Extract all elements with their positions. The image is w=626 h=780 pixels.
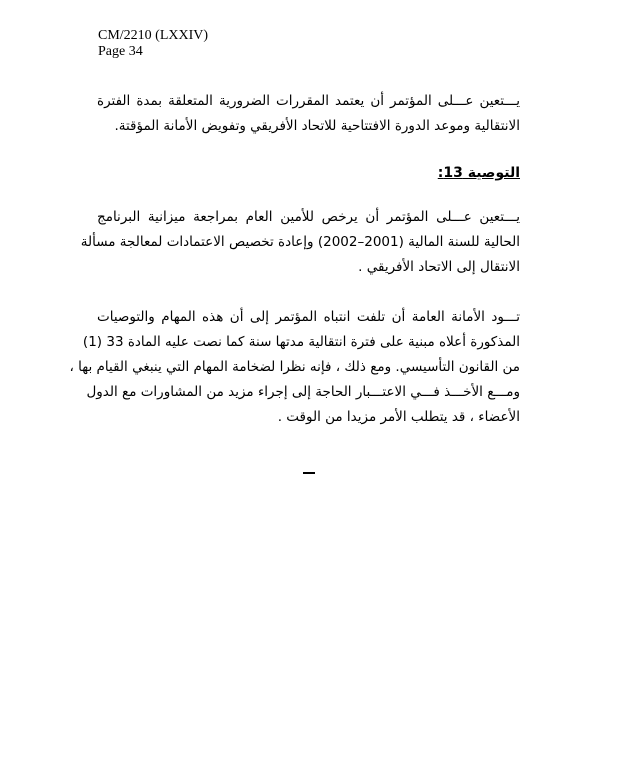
- paragraph-3-line: المذكورة أعلاه مبنية على فترة انتقالية مدتها سنة كما نصت عليه المادة 33 (1): [82, 334, 520, 350]
- paragraph-1-line: الانتقالية وموعد الدورة الافتتاحية للاتحاد الأفريقي وتفويض الأمانة المؤقتة.: [114, 118, 520, 134]
- end-dash-divider: [303, 472, 315, 474]
- document-reference: CM/2210 (LXXIV): [98, 28, 209, 43]
- page-number: Page 34: [98, 44, 143, 59]
- paragraph-3-line: تـــود الأمانة العامة أن تلفت انتباه المؤتمر إلى أن هذه المهام والتوصيات: [97, 309, 520, 325]
- paragraph-3-line: ومـــع الأخـــذ فـــي الاعتـــبار الحاجة إلى إجراء مزيد من المشاورات مع الدول: [86, 384, 520, 400]
- paragraph-1-line: يـــتعين عـــلى المؤتمر أن يعتمد المقررات الضرورية المتعلقة بمدة الفترة: [97, 93, 520, 109]
- paragraph-2-line: يـــتعين عـــلى المؤتمر أن يرخص للأمين العام بمراجعة ميزانية البرنامج: [97, 209, 520, 225]
- recommendation-heading: التوصية 13:: [437, 165, 520, 181]
- paragraph-3-line: الأعضاء ، قد يتطلب الأمر مزيدا من الوقت .: [277, 409, 520, 425]
- paragraph-3-line: من القانون التأسيسي. ومع ذلك ، فإنه نظرا لضخامة المهام التي ينبغي القيام بها ،: [69, 359, 520, 375]
- paragraph-2-line: الانتقال إلى الاتحاد الأفريقي .: [358, 259, 520, 275]
- paragraph-2-line: الحالية للسنة المالية (2001–2002) وإعادة تخصيص الاعتمادات لمعالجة مسألة: [80, 234, 520, 250]
